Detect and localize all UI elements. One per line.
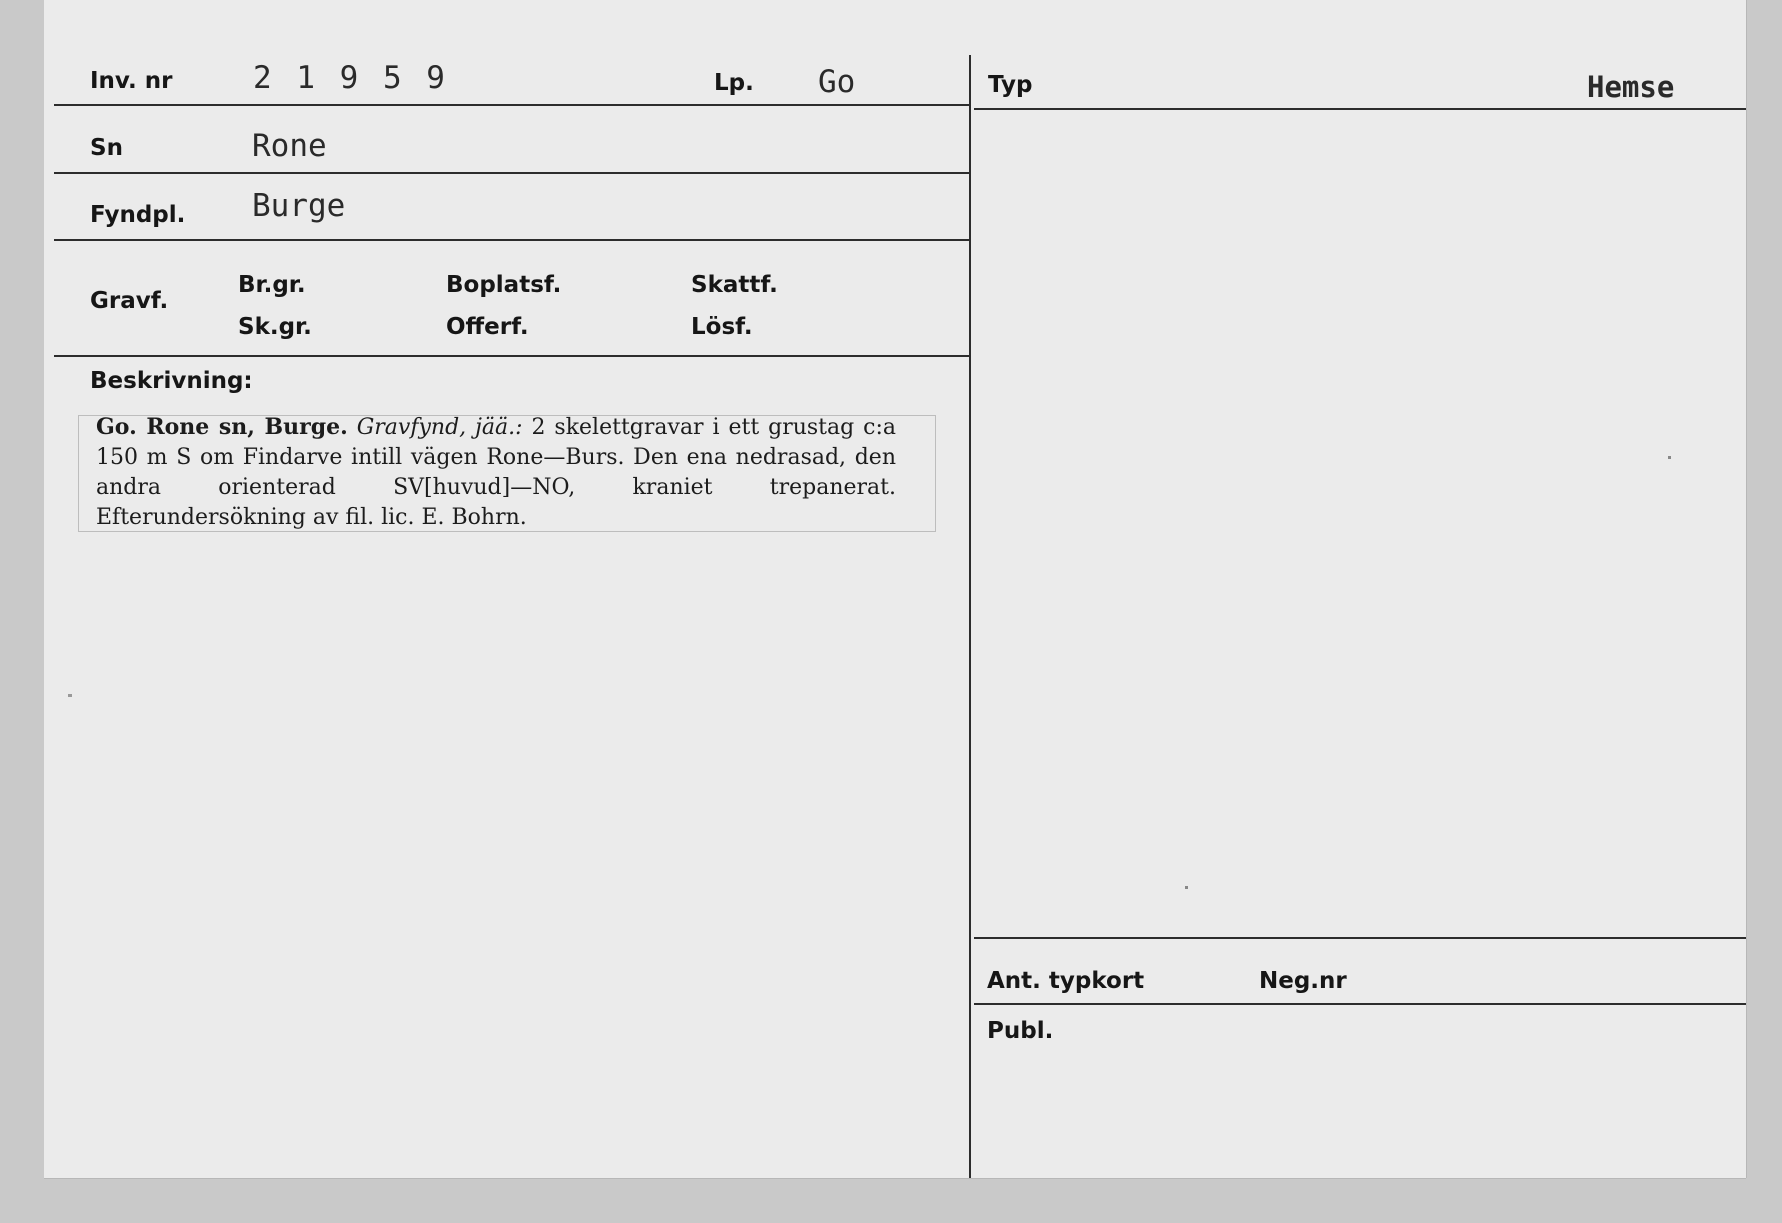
rule-sn — [54, 172, 969, 174]
offerf-label: Offerf. — [446, 314, 529, 340]
sn-value: Rone — [252, 128, 327, 164]
skattf-label: Skattf. — [691, 272, 778, 298]
rule-gravf — [54, 355, 969, 357]
gravf-label: Gravf. — [90, 288, 169, 314]
speck — [1668, 456, 1671, 459]
sn-label: Sn — [90, 135, 123, 161]
neg-nr-label: Neg.nr — [1259, 968, 1347, 994]
speck — [1185, 886, 1188, 889]
boplatsf-label: Boplatsf. — [446, 272, 562, 298]
rule-ant-typkort-top — [974, 937, 1746, 939]
inv-nr-value: 2 1 9 5 9 — [253, 60, 448, 96]
ant-typkort-label: Ant. typkort — [987, 968, 1145, 994]
typ-label: Typ — [988, 72, 1033, 98]
rule-fyndpl — [54, 239, 969, 241]
speck — [68, 694, 72, 697]
description-text — [96, 412, 896, 533]
br-gr-label: Br.gr. — [238, 272, 306, 298]
rule-inv — [54, 104, 969, 106]
fyndpl-label: Fyndpl. — [90, 202, 186, 228]
description-lead: Go. Rone sn, Burge. — [96, 414, 348, 440]
archive-card — [44, 0, 1746, 1178]
lp-label: Lp. — [714, 70, 754, 96]
description-body: 2 skelettgravar i ett grustag c:a 150 m S om Findarve intill vägen Rone—Burs. Den ena nedrasad, den andra orienterad SV[huvud]—NO, kraniet trepanerat. Efterundersökning av fil. lic. E. Bohrn. — [96, 415, 896, 530]
losf-label: Lösf. — [691, 314, 753, 340]
rule-publ-top — [974, 1003, 1746, 1005]
fyndpl-value: Burge — [252, 188, 346, 224]
rule-typ — [974, 108, 1746, 110]
inv-nr-label: Inv. nr — [90, 68, 173, 94]
publ-label: Publ. — [987, 1018, 1054, 1044]
sk-gr-label: Sk.gr. — [238, 314, 312, 340]
beskrivning-label: Beskrivning: — [90, 368, 253, 394]
lp-value: Go — [818, 64, 856, 100]
column-divider — [969, 55, 971, 1178]
description-type: Gravfynd, jää.: — [356, 415, 523, 440]
typ-value: Hemse — [1587, 70, 1675, 104]
